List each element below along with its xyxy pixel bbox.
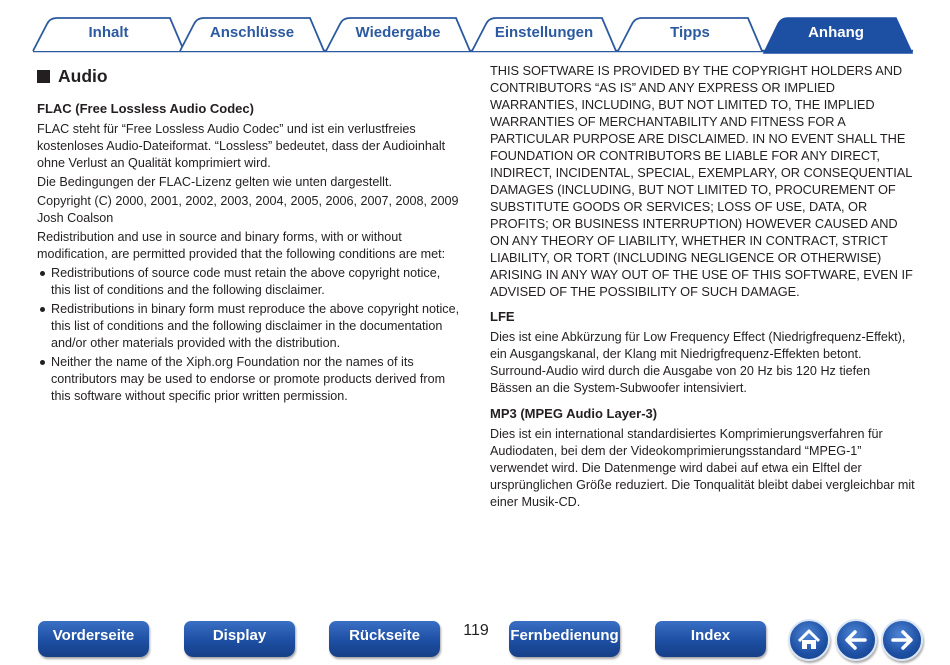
tab-anhang[interactable]: Anhang [808, 24, 864, 41]
tab-einstellungen[interactable]: Einstellungen [494, 24, 594, 41]
list-item [37, 265, 462, 299]
page-number: 119 [463, 622, 489, 639]
arrow-left-icon [837, 621, 875, 659]
list-item-text: Redistributions of source code must retain the above copyright notice, this list of conditions and the following disclaimer. [51, 266, 441, 297]
lfe-text: Dies ist eine Abkürzung für Low Frequency Effect (Niedrigfrequenz-Effekt), ein Ausgangskanal, der Klang mit Niedrigfrequenz-Effekten betont. Surround-Audio wird durch die Ausgabe von 20 Hz bis 120 Hz tiefen Bässen an die System-Subwoofer intensiviert. [490, 330, 906, 395]
flac-license-note: Die Bedingungen der FLAC-Lizenz gelten wie unten dargestellt. [37, 175, 392, 189]
tab-bar [0, 0, 950, 56]
list-item [37, 301, 462, 352]
list-item-text: Redistributions in binary form must reproduce the above copyright notice, this list of conditions and the following disclaimer in the documentation and/or other materials provided with the distribution. [51, 302, 460, 350]
rueckseite-button[interactable]: Rückseite [329, 621, 440, 657]
forward-button[interactable] [881, 619, 923, 661]
list-item-text: Neither the name of the Xiph.org Foundation nor the names of its contributors may be used to endorse or promote products derived from this software without specific prior written permission. [51, 355, 446, 403]
license-conditions-list [37, 265, 462, 405]
mp3-heading: MP3 (MPEG Audio Layer-3) [490, 406, 658, 421]
flac-description: FLAC steht für “Free Lossless Audio Codec” und ist ein verlustfreies kostenloses Audio-Dateiformat. “Lossless” bedeutet, dass der Audioinhalt ohne Verlust an Qualität komprimiert wird. [37, 122, 446, 170]
lfe-heading: LFE [490, 309, 515, 324]
section-title [37, 64, 462, 88]
list-item [37, 354, 462, 405]
flac-heading: FLAC (Free Lossless Audio Codec) [37, 101, 254, 116]
tab-wiedergabe[interactable]: Wiedergabe [355, 24, 441, 41]
fernbedienung-button[interactable]: Fernbedienung [509, 621, 620, 657]
tab-anschluesse[interactable]: Anschlüsse [209, 24, 295, 41]
arrow-right-icon [883, 621, 921, 659]
license-disclaimer: THIS SOFTWARE IS PROVIDED BY THE COPYRIGHT HOLDERS AND CONTRIBUTORS “AS IS” AND ANY EXPRESS OR IMPLIED WARRANTIES, INCLUDING, BUT NOT LIMITED TO, THE IMPLIED WARRANTIES OF MERCHANTABILITY AND FITNESS FOR A PARTICULAR PURPOSE ARE DISCLAIMED. IN NO EVENT SHALL THE FOUNDATION OR CONTRIBUTORS BE LIABLE FOR ANY DIRECT, INDIRECT, INCIDENTAL, SPECIAL, EXEMPLARY, OR CONSEQUENTIAL DAMAGES (INCLUDING, BUT NOT LIMITED TO, PROCUREMENT OF SUBSTITUTE GOODS OR SERVICES; LOSS OF USE, DATA, OR PROFITS; OR BUSINESS INTERRUPTION) HOWEVER CAUSED AND ON ANY THEORY OF LIABILITY, WHETHER IN CONTRACT, STRICT LIABILITY, OR TORT (INCLUDING NEGLIGENCE OR OTHERWISE) ARISING IN ANY WAY OUT OF THE USE OF THIS SOFTWARE, EVEN IF ADVISED OF THE POSSIBILITY OF SUCH DAMAGE. [490, 63, 913, 299]
flac-redistribution: Redistribution and use in source and binary forms, with or without modification, are permitted provided that the following conditions are met: [37, 230, 446, 261]
vorderseite-button[interactable]: Vorderseite [38, 621, 149, 657]
left-column [37, 62, 462, 407]
flac-copyright: Copyright (C) 2000, 2001, 2002, 2003, 2004, 2005, 2006, 2007, 2008, 2009 Josh Coalson [37, 194, 459, 225]
right-column [490, 62, 915, 513]
bullet-dot-icon [40, 271, 45, 276]
square-bullet-icon [37, 70, 50, 83]
display-button[interactable]: Display [184, 621, 295, 657]
bullet-dot-icon [40, 360, 45, 365]
bullet-dot-icon [40, 307, 45, 312]
mp3-text: Dies ist ein international standardisiertes Komprimierungsverfahren für Audiodaten, bei dem der Videokomprimierungsstandard “MPEG-1” verwendet wird. Die Datenmenge wird dabei auf etwa ein Elftel der ursprünglichen Größe reduziert. Die Tonqualität bleibt dabei vergleichbar mit einer Musik-CD. [490, 427, 915, 509]
home-button[interactable] [788, 619, 830, 661]
index-button[interactable]: Index [655, 621, 766, 657]
home-icon [790, 621, 828, 659]
section-title-text: Audio [58, 66, 108, 86]
tab-inhalt[interactable]: Inhalt [88, 24, 129, 41]
back-button[interactable] [835, 619, 877, 661]
tab-tipps[interactable]: Tipps [670, 24, 710, 41]
